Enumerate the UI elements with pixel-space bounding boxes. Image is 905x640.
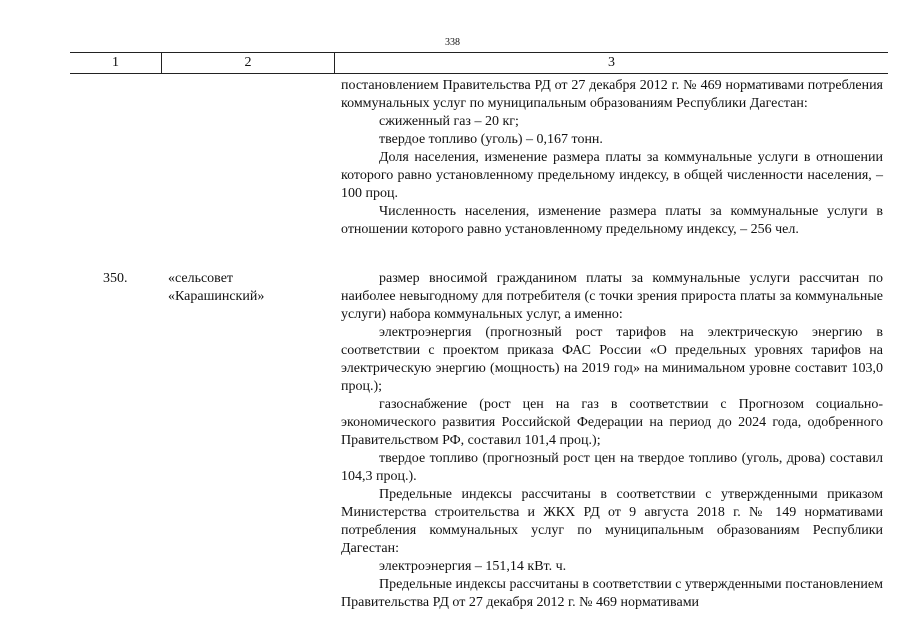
paragraph: Доля населения, изменение размера платы за коммунальные услуги в отношении которого равно установленному предельному индексу, в общей численности населения, – 100 проц. <box>341 150 883 201</box>
entry-text-block <box>341 270 883 612</box>
paragraph: размер вносимой гражданином платы за коммунальные услуги рассчитан по наиболее невыгодному для потребителя (с точки зрения прироста платы за коммунальные услуги) набора коммунальных услуг, а именно: <box>341 271 883 322</box>
paragraph: твердое топливо (уголь) – 0,167 тонн. <box>379 132 603 147</box>
entry-name <box>168 270 264 306</box>
table-header-row <box>70 52 888 74</box>
paragraph: постановлением Правительства РД от 27 декабря 2012 г. № 469 нормативами потребления коммунальных услуг по муниципальным образованиям Республики Дагестан: <box>341 78 883 111</box>
paragraph: электроэнергия (прогнозный рост тарифов на электрическую энергию в соответствии с проектом приказа ФАС России «О предельных уровнях тарифов на электрическую энергию (мощность) на 2019 год» на минимальном уровне составит 103,0 проц.); <box>341 325 883 394</box>
paragraph: Численность населения, изменение размера платы за коммунальные услуги в отношении которого равно установленному предельному индексу, – 256 чел. <box>341 204 883 237</box>
header-col-1: 1 <box>112 55 119 70</box>
paragraph: электроэнергия – 151,14 кВт. ч. <box>379 559 567 574</box>
paragraph: Предельные индексы рассчитаны в соответствии с утвержденными постановлением Правительства РД от 27 декабря 2012 г. № 469 нормативами <box>341 577 883 610</box>
header-col-3: 3 <box>608 55 615 70</box>
header-col-2: 2 <box>244 55 252 70</box>
entry-number: 350. <box>103 271 128 286</box>
continued-text-block <box>341 77 883 239</box>
paragraph: твердое топливо (прогнозный рост цен на твердое топливо (уголь, дрова) составил 104,3 проц.). <box>341 451 883 484</box>
page-number: 338 <box>445 37 460 48</box>
paragraph: Предельные индексы рассчитаны в соответствии с утвержденными приказом Министерства строительства и ЖКХ РД от 9 августа 2018 г. № 149 нормативами потребления коммунальных услуг по муниципальным образованиям Республики Дагестан: <box>341 487 883 556</box>
paragraph: газоснабжение (рост цен на газ в соответствии с Прогнозом социально-экономического развития Российской Федерации на период до 2024 года, одобренного Правительством РФ, составил 101,4 проц.); <box>341 397 883 448</box>
paragraph: сжиженный газ – 20 кг; <box>379 114 519 129</box>
entry-name-line: «Карашинский» <box>168 289 265 304</box>
entry-name-line: «сельсовет <box>168 271 234 286</box>
